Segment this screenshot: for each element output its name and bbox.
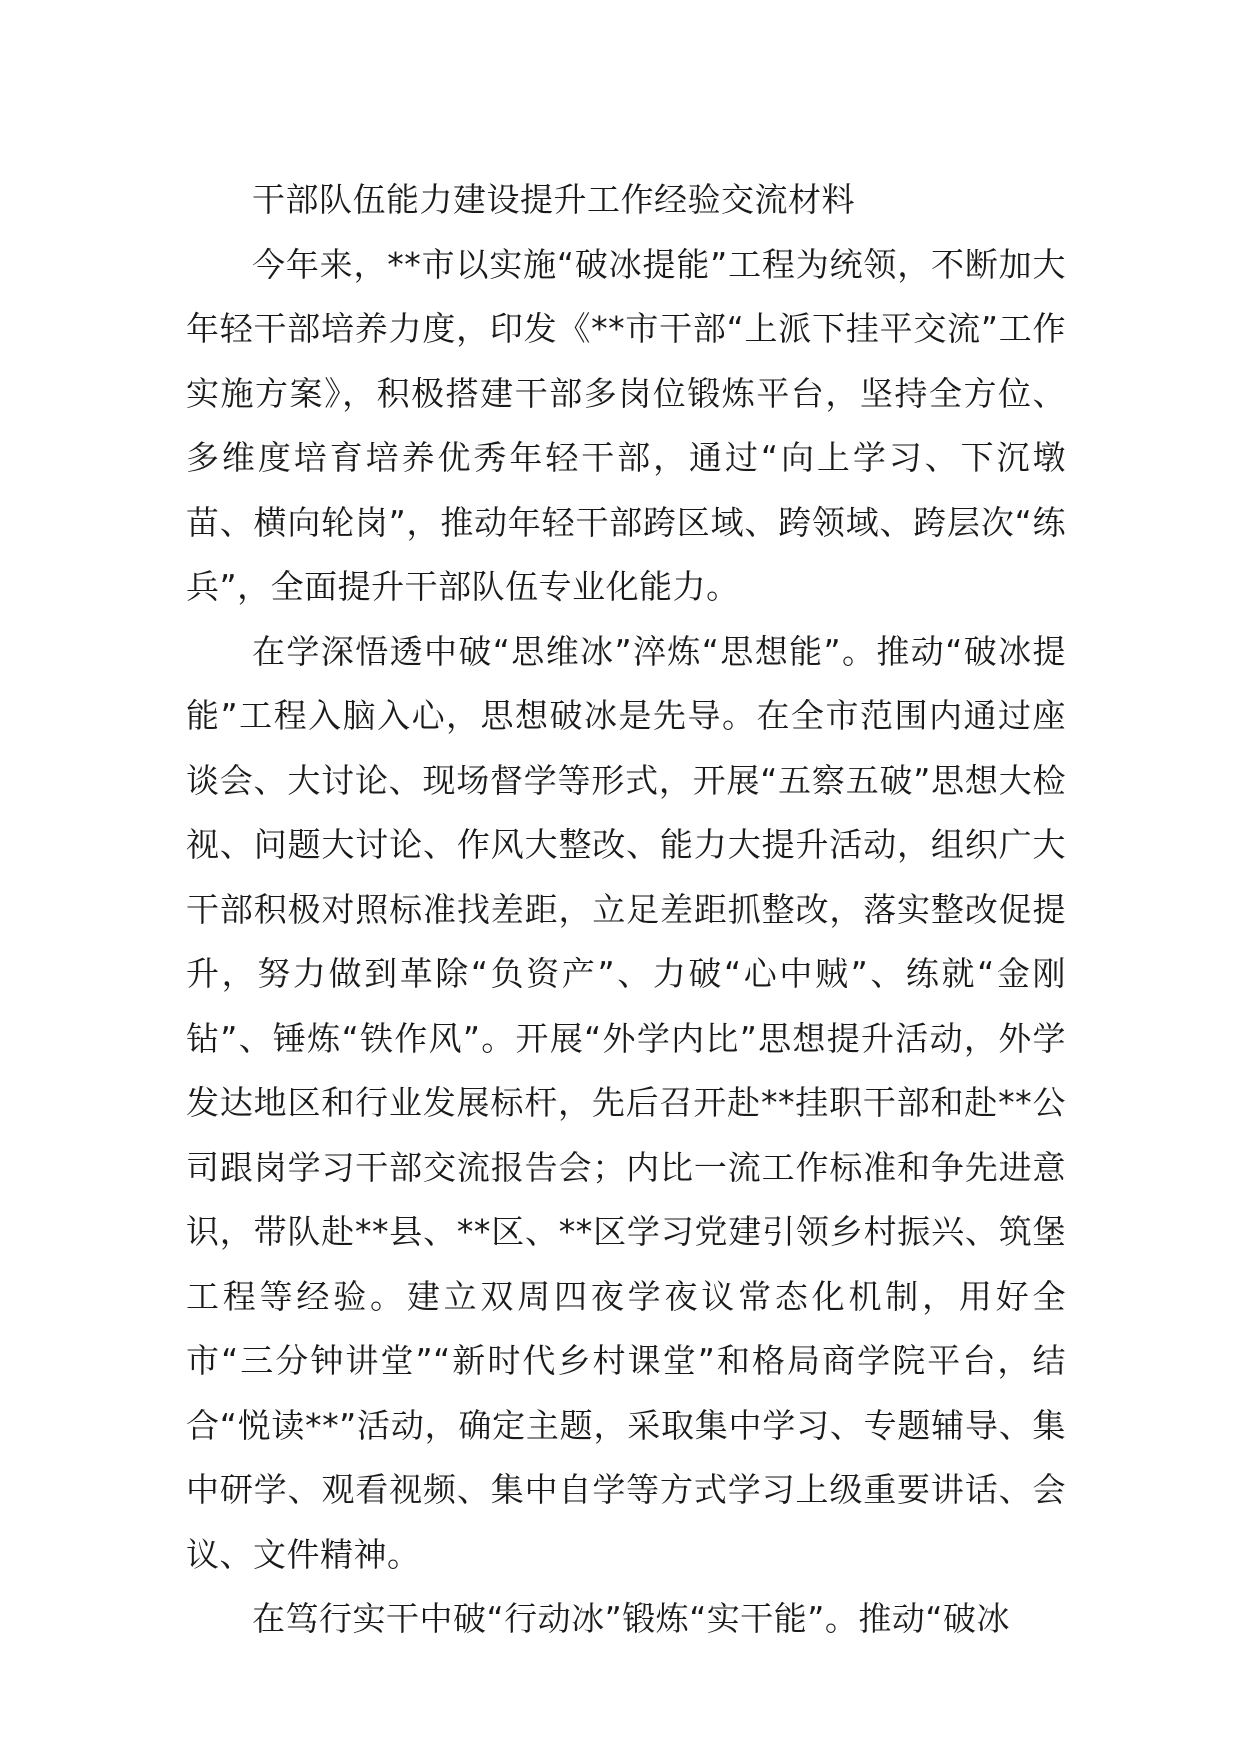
paragraph-thinking: 在学深悟透中破“思维冰”淬炼“思想能”。推动“破冰提能”工程入脑入心，思想破冰是先导。在全市范围内通过座谈会、大讨论、现场督学等形式，开展“五察五破”思想大检视、问题大讨论、作风大整改、能力大提升活动，组织广大干部积极对照标准找差距，立足差距抓整改，落实整改促提升，努力做到革除“负资产”、力破“心中贼”、练就“金刚钻”、锤炼“铁作风”。开展“外学内比”思想提升活动，外学发达地区和行业发展标杆，先后召开赴**挂职干部和赴**公司跟岗学习干部交流报告会；内比一流工作标准和争先进意识，带队赴**县、**区、**区学习党建引领乡村振兴、筑堡工程等经验。建立双周四夜学夜议常态化机制，用好全市“三分钟讲堂”“新时代乡村课堂”和格局商学院平台，结合“悦读**”活动，确定主题，采取集中学习、专题辅导、集中研学、观看视频、集中自学等方式学习上级重要讲话、会议、文件精神。 [186, 631, 1066, 1574]
paragraph-action: 在笃行实干中破“行动冰”锻炼“实干能”。推动“破冰 [252, 1599, 1010, 1638]
paragraph-intro: 今年来，**市以实施“破冰提能”工程为统领，不断加大年轻干部培养力度，印发《**市干部“上派下挂平交流”工作实施方案》，积极搭建干部多岗位锻炼平台，坚持全方位、多维度培育培养优秀年轻干部，通过“向上学习、下沉墩苗、横向轮岗”，推动年轻干部跨区域、跨领域、跨层次“练兵”，全面提升干部队伍专业化能力。 [186, 244, 1066, 606]
document-title: 干部队伍能力建设提升工作经验交流材料 [252, 180, 855, 219]
document-body [186, 168, 1066, 1652]
